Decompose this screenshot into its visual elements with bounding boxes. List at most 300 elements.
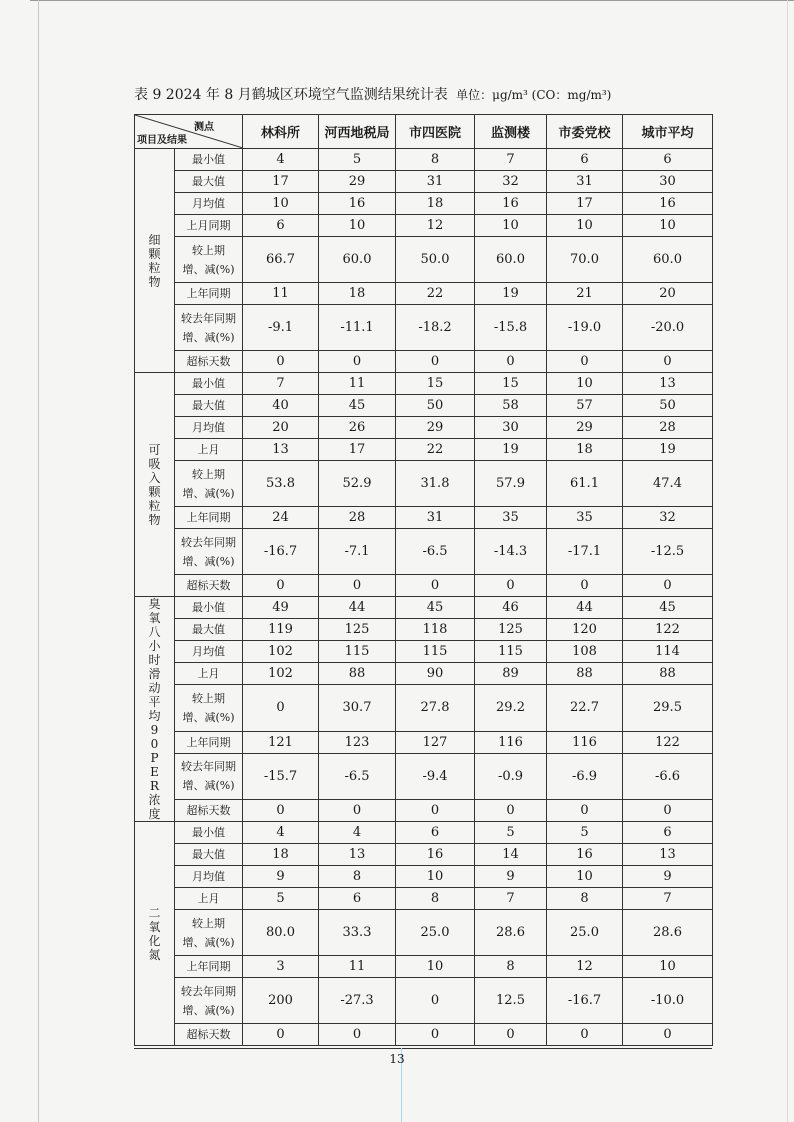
row-item-label-line1: 较上期 (192, 916, 225, 930)
table-row (135, 822, 713, 844)
table-row (135, 1024, 713, 1046)
row-item-label-line2: 增、减(%) (182, 710, 235, 724)
value-cell: 16 (396, 844, 475, 866)
row-item-label: 上月 (175, 439, 243, 461)
value-cell: 22 (396, 283, 475, 305)
table-row (135, 866, 713, 888)
table-row (135, 731, 713, 753)
table-bottom-rule (134, 1048, 712, 1049)
row-item-label: 最小值 (175, 149, 243, 171)
table-row (135, 237, 713, 283)
table-row (135, 575, 713, 597)
value-cell: 0 (623, 575, 713, 597)
value-cell: -19.0 (547, 305, 623, 351)
header-site: 林科所 (243, 115, 319, 149)
value-cell: 10 (623, 215, 713, 237)
value-cell: 60.0 (475, 237, 547, 283)
table-row (135, 597, 713, 619)
value-cell: -15.7 (243, 753, 319, 799)
value-cell: 88 (547, 663, 623, 685)
value-cell: 9 (243, 866, 319, 888)
value-cell: 29.2 (475, 685, 547, 731)
value-cell: 35 (475, 507, 547, 529)
value-cell: 17 (319, 439, 396, 461)
value-cell: 28 (623, 417, 713, 439)
value-cell: 0 (396, 978, 475, 1024)
row-item-label: 月均值 (175, 417, 243, 439)
value-cell: 90 (396, 663, 475, 685)
value-cell: 0 (623, 351, 713, 373)
value-cell: 88 (319, 663, 396, 685)
value-cell: 12 (396, 215, 475, 237)
value-cell: 5 (243, 888, 319, 910)
value-cell: 0 (547, 799, 623, 821)
value-cell: 16 (623, 193, 713, 215)
table-row (135, 888, 713, 910)
value-cell: -6.5 (319, 753, 396, 799)
value-cell: 22 (396, 439, 475, 461)
value-cell: 11 (319, 373, 396, 395)
value-cell: 29 (319, 171, 396, 193)
group-label-text: 二氧化氮 (148, 905, 161, 962)
header-diag-top: 测点 (194, 122, 214, 133)
value-cell: 40 (243, 395, 319, 417)
header-site: 河西地税局 (319, 115, 396, 149)
row-item-label-line1: 较去年同期 (181, 311, 236, 325)
value-cell: 122 (623, 619, 713, 641)
value-cell: 13 (623, 373, 713, 395)
table-row (135, 529, 713, 575)
value-cell: 102 (243, 641, 319, 663)
row-item-label: 上月同期 (175, 215, 243, 237)
value-cell: 0 (547, 575, 623, 597)
value-cell: 45 (623, 597, 713, 619)
value-cell: 10 (547, 373, 623, 395)
value-cell: 16 (319, 193, 396, 215)
table-row (135, 799, 713, 821)
row-item-label-line1: 较去年同期 (181, 535, 236, 549)
value-cell: -14.3 (475, 529, 547, 575)
table-title-unit: 单位：μg/m³ (CO：mg/m³) (456, 88, 612, 102)
row-item-label-line1: 较去年同期 (181, 760, 236, 774)
value-cell: -20.0 (623, 305, 713, 351)
value-cell: 30 (475, 417, 547, 439)
value-cell: 29 (396, 417, 475, 439)
value-cell: 10 (547, 866, 623, 888)
value-cell: 32 (623, 507, 713, 529)
table-row (135, 910, 713, 956)
value-cell: 8 (475, 956, 547, 978)
row-item-label: 上年同期 (175, 283, 243, 305)
value-cell: 122 (623, 731, 713, 753)
value-cell: 10 (396, 866, 475, 888)
table-row (135, 753, 713, 799)
value-cell: 10 (243, 193, 319, 215)
value-cell: 57.9 (475, 461, 547, 507)
value-cell: 0 (319, 351, 396, 373)
value-cell: 0 (623, 1024, 713, 1046)
value-cell: 17 (243, 171, 319, 193)
table-row (135, 461, 713, 507)
row-item-label: 上年同期 (175, 731, 243, 753)
table-row (135, 305, 713, 351)
value-cell: 5 (475, 822, 547, 844)
table-row (135, 149, 713, 171)
value-cell: 0 (475, 1024, 547, 1046)
value-cell: 25.0 (547, 910, 623, 956)
header-diag-bottom: 项目及结果 (137, 135, 187, 146)
value-cell: 127 (396, 731, 475, 753)
value-cell: 57 (547, 395, 623, 417)
table-title (134, 84, 704, 104)
value-cell: 123 (319, 731, 396, 753)
table-row (135, 395, 713, 417)
value-cell: 0 (396, 575, 475, 597)
header-site: 市四医院 (396, 115, 475, 149)
value-cell: 15 (475, 373, 547, 395)
value-cell: 29.5 (623, 685, 713, 731)
row-item-label: 上年同期 (175, 507, 243, 529)
value-cell: -0.9 (475, 753, 547, 799)
table-body (135, 149, 713, 1046)
row-item-label (175, 529, 243, 575)
value-cell: -16.7 (547, 978, 623, 1024)
value-cell: 31.8 (396, 461, 475, 507)
value-cell: -9.4 (396, 753, 475, 799)
value-cell: 22.7 (547, 685, 623, 731)
row-item-label: 超标天数 (175, 1024, 243, 1046)
table-row (135, 193, 713, 215)
value-cell: 20 (623, 283, 713, 305)
value-cell: -7.1 (319, 529, 396, 575)
value-cell: 18 (396, 193, 475, 215)
value-cell: 50 (396, 395, 475, 417)
row-item-label (175, 237, 243, 283)
row-item-label-line2: 增、减(%) (182, 935, 235, 949)
value-cell: 125 (319, 619, 396, 641)
group-label (135, 149, 175, 373)
table-row (135, 283, 713, 305)
value-cell: 0 (243, 575, 319, 597)
value-cell: 4 (243, 822, 319, 844)
value-cell: 0 (475, 575, 547, 597)
value-cell: 6 (243, 215, 319, 237)
value-cell: 11 (319, 956, 396, 978)
value-cell: 50.0 (396, 237, 475, 283)
row-item-label-line1: 较上期 (192, 691, 225, 705)
value-cell: 120 (547, 619, 623, 641)
value-cell: 10 (319, 215, 396, 237)
value-cell: 47.4 (623, 461, 713, 507)
value-cell: 0 (547, 351, 623, 373)
value-cell: 30 (623, 171, 713, 193)
value-cell: -18.2 (396, 305, 475, 351)
value-cell: 10 (547, 215, 623, 237)
value-cell: 119 (243, 619, 319, 641)
value-cell: 200 (243, 978, 319, 1024)
value-cell: 19 (475, 283, 547, 305)
value-cell: 10 (475, 215, 547, 237)
value-cell: -11.1 (319, 305, 396, 351)
value-cell: 8 (319, 866, 396, 888)
row-item-label (175, 910, 243, 956)
value-cell: 0 (475, 351, 547, 373)
row-item-label (175, 685, 243, 731)
value-cell: 61.1 (547, 461, 623, 507)
value-cell: 53.8 (243, 461, 319, 507)
value-cell: -27.3 (319, 978, 396, 1024)
value-cell: 16 (475, 193, 547, 215)
value-cell: 31 (396, 171, 475, 193)
table-row (135, 844, 713, 866)
value-cell: 19 (623, 439, 713, 461)
table-row (135, 978, 713, 1024)
value-cell: 7 (243, 373, 319, 395)
value-cell: 28.6 (623, 910, 713, 956)
group-label-text: 可吸入颗粒物 (148, 442, 161, 527)
table-row (135, 641, 713, 663)
value-cell: 6 (623, 822, 713, 844)
table-row (135, 171, 713, 193)
value-cell: -12.5 (623, 529, 713, 575)
group-label-text: 臭氧八小时滑动平均90PER浓度 (148, 597, 161, 821)
value-cell: 80.0 (243, 910, 319, 956)
value-cell: 115 (475, 641, 547, 663)
row-item-label (175, 305, 243, 351)
header-site: 市委党校 (547, 115, 623, 149)
row-item-label-line2: 增、减(%) (182, 330, 235, 344)
row-item-label: 上月 (175, 888, 243, 910)
value-cell: 0 (243, 1024, 319, 1046)
value-cell: 116 (547, 731, 623, 753)
header-site: 城市平均 (623, 115, 713, 149)
value-cell: 17 (547, 193, 623, 215)
value-cell: 0 (623, 799, 713, 821)
value-cell: -6.6 (623, 753, 713, 799)
value-cell: 13 (623, 844, 713, 866)
value-cell: 115 (319, 641, 396, 663)
value-cell: 125 (475, 619, 547, 641)
value-cell: 89 (475, 663, 547, 685)
value-cell: -16.7 (243, 529, 319, 575)
value-cell: 52.9 (319, 461, 396, 507)
table-row (135, 351, 713, 373)
row-item-label: 最小值 (175, 597, 243, 619)
row-item-label: 月均值 (175, 193, 243, 215)
value-cell: 26 (319, 417, 396, 439)
row-item-label (175, 461, 243, 507)
value-cell: 18 (319, 283, 396, 305)
value-cell: -6.5 (396, 529, 475, 575)
value-cell: 0 (396, 351, 475, 373)
table-title-main: 表 9 2024 年 8 月鹤城区环境空气监测结果统计表 (134, 87, 448, 103)
row-item-label: 最大值 (175, 619, 243, 641)
table-row (135, 215, 713, 237)
row-item-label: 最小值 (175, 822, 243, 844)
value-cell: 16 (547, 844, 623, 866)
table-row (135, 685, 713, 731)
value-cell: 114 (623, 641, 713, 663)
table-row (135, 663, 713, 685)
row-item-label (175, 753, 243, 799)
row-item-label: 月均值 (175, 641, 243, 663)
value-cell: 66.7 (243, 237, 319, 283)
table-row (135, 417, 713, 439)
row-item-label: 最小值 (175, 373, 243, 395)
air-quality-table (134, 114, 713, 1046)
value-cell: 115 (396, 641, 475, 663)
header-site: 监测楼 (475, 115, 547, 149)
value-cell: 27.8 (396, 685, 475, 731)
value-cell: 6 (623, 149, 713, 171)
value-cell: 19 (475, 439, 547, 461)
row-item-label: 最大值 (175, 395, 243, 417)
value-cell: 6 (319, 888, 396, 910)
row-item-label: 超标天数 (175, 799, 243, 821)
value-cell: 5 (547, 822, 623, 844)
value-cell: 45 (319, 395, 396, 417)
value-cell: 9 (623, 866, 713, 888)
value-cell: 50 (623, 395, 713, 417)
value-cell: 0 (319, 575, 396, 597)
row-item-label: 月均值 (175, 866, 243, 888)
value-cell: 31 (547, 171, 623, 193)
value-cell: 0 (319, 1024, 396, 1046)
value-cell: 4 (243, 149, 319, 171)
group-label (135, 597, 175, 822)
table-row (135, 507, 713, 529)
value-cell: 8 (396, 888, 475, 910)
value-cell: 7 (475, 888, 547, 910)
value-cell: 44 (547, 597, 623, 619)
value-cell: 12.5 (475, 978, 547, 1024)
row-item-label (175, 978, 243, 1024)
value-cell: 8 (547, 888, 623, 910)
value-cell: 0 (547, 1024, 623, 1046)
row-item-label-line2: 增、减(%) (182, 262, 235, 276)
value-cell: 15 (396, 373, 475, 395)
row-item-label-line2: 增、减(%) (182, 779, 235, 793)
group-label (135, 822, 175, 1046)
row-item-label-line1: 较上期 (192, 243, 225, 257)
value-cell: 7 (623, 888, 713, 910)
value-cell: 7 (475, 149, 547, 171)
value-cell: 0 (243, 685, 319, 731)
value-cell: -10.0 (623, 978, 713, 1024)
value-cell: 0 (319, 799, 396, 821)
value-cell: 0 (243, 351, 319, 373)
table-row (135, 956, 713, 978)
value-cell: 6 (547, 149, 623, 171)
value-cell: 116 (475, 731, 547, 753)
value-cell: 118 (396, 619, 475, 641)
value-cell: 31 (396, 507, 475, 529)
value-cell: 108 (547, 641, 623, 663)
value-cell: 12 (547, 956, 623, 978)
value-cell: 24 (243, 507, 319, 529)
value-cell: 30.7 (319, 685, 396, 731)
value-cell: 4 (319, 822, 396, 844)
value-cell: -6.9 (547, 753, 623, 799)
value-cell: 13 (319, 844, 396, 866)
value-cell: 46 (475, 597, 547, 619)
row-item-label: 超标天数 (175, 351, 243, 373)
value-cell: 60.0 (319, 237, 396, 283)
value-cell: 35 (547, 507, 623, 529)
row-item-label-line1: 较去年同期 (181, 984, 236, 998)
value-cell: 0 (396, 799, 475, 821)
value-cell: 10 (396, 956, 475, 978)
row-item-label: 最大值 (175, 171, 243, 193)
row-item-label: 最大值 (175, 844, 243, 866)
row-item-label-line2: 增、减(%) (182, 486, 235, 500)
row-item-label: 上年同期 (175, 956, 243, 978)
value-cell: -17.1 (547, 529, 623, 575)
value-cell: 60.0 (623, 237, 713, 283)
value-cell: 70.0 (547, 237, 623, 283)
header-diagonal-cell (135, 115, 243, 149)
value-cell: 8 (396, 149, 475, 171)
value-cell: 25.0 (396, 910, 475, 956)
row-item-label: 上月 (175, 663, 243, 685)
row-item-label-line1: 较上期 (192, 467, 225, 481)
value-cell: 58 (475, 395, 547, 417)
value-cell: 32 (475, 171, 547, 193)
row-item-label-line2: 增、减(%) (182, 1003, 235, 1017)
scan-edge-right (787, 0, 788, 1122)
value-cell: 18 (547, 439, 623, 461)
value-cell: 29 (547, 417, 623, 439)
value-cell: 121 (243, 731, 319, 753)
value-cell: 33.3 (319, 910, 396, 956)
value-cell: -15.8 (475, 305, 547, 351)
value-cell: 102 (243, 663, 319, 685)
table-row (135, 373, 713, 395)
value-cell: 28.6 (475, 910, 547, 956)
table-row (135, 439, 713, 461)
scan-edge-top (30, 0, 794, 7)
table-row (135, 619, 713, 641)
row-item-label-line2: 增、减(%) (182, 554, 235, 568)
value-cell: 5 (319, 149, 396, 171)
value-cell: 11 (243, 283, 319, 305)
value-cell: 18 (243, 844, 319, 866)
value-cell: 13 (243, 439, 319, 461)
value-cell: 28 (319, 507, 396, 529)
value-cell: 0 (475, 799, 547, 821)
value-cell: 21 (547, 283, 623, 305)
value-cell: 0 (396, 1024, 475, 1046)
value-cell: 20 (243, 417, 319, 439)
group-label-text: 细颗粒物 (148, 232, 161, 289)
value-cell: 6 (396, 822, 475, 844)
value-cell: 3 (243, 956, 319, 978)
page-number: 13 (389, 1052, 405, 1066)
header-row (135, 115, 713, 149)
value-cell: 0 (243, 799, 319, 821)
value-cell: 88 (623, 663, 713, 685)
value-cell: 49 (243, 597, 319, 619)
value-cell: 14 (475, 844, 547, 866)
scan-edge-left (38, 0, 39, 1122)
value-cell: 9 (475, 866, 547, 888)
value-cell: 44 (319, 597, 396, 619)
value-cell: 10 (623, 956, 713, 978)
value-cell: 45 (396, 597, 475, 619)
value-cell: -9.1 (243, 305, 319, 351)
group-label (135, 373, 175, 597)
row-item-label: 超标天数 (175, 575, 243, 597)
